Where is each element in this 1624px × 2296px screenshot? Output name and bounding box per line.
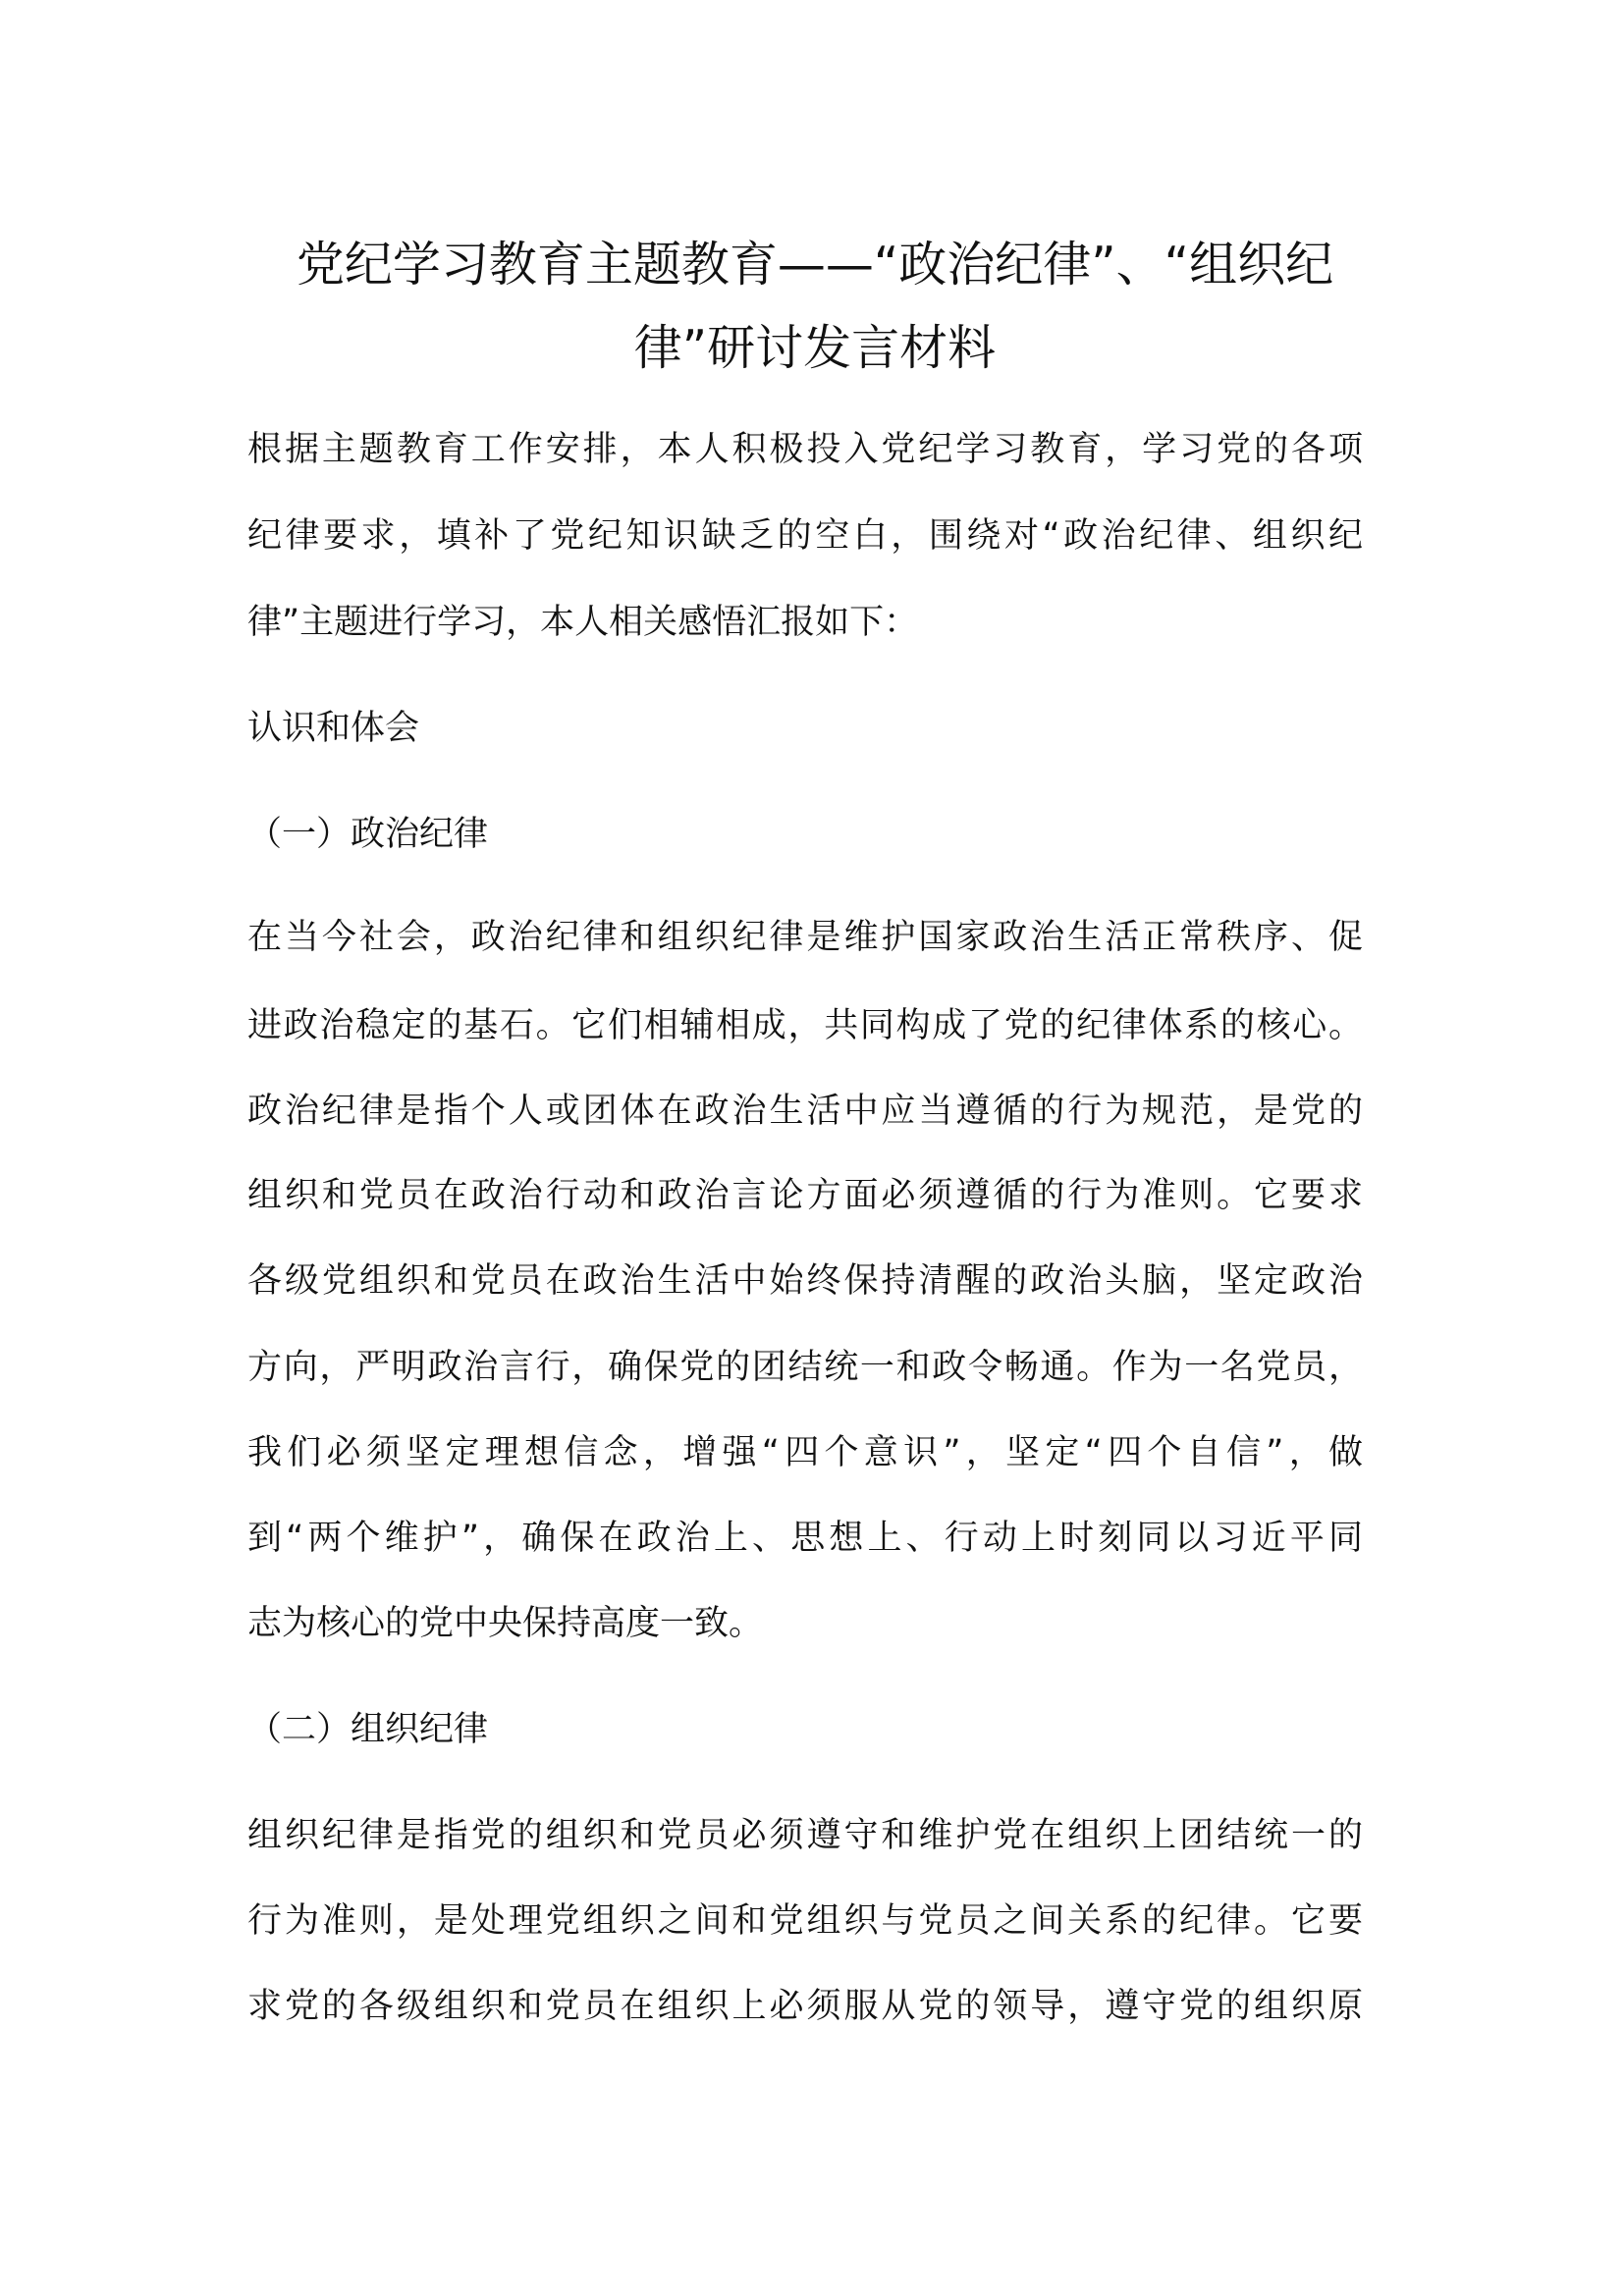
- paragraph-line: 组织和党员在政治行动和政治言论方面必须遵循的行为准则。它要求: [247, 1176, 1363, 1215]
- paragraph-line: 进政治稳定的基石。它们相辅相成，共同构成了党的纪律体系的核心。: [247, 1006, 1363, 1045]
- paragraph-line: 纪律要求，填补了党纪知识缺乏的空白，围绕对“政治纪律、组织纪: [247, 516, 1363, 556]
- paragraph-line: 律”主题进行学习，本人相关感悟汇报如下：: [247, 603, 919, 642]
- paragraph-line: 到“两个维护”，确保在政治上、思想上、行动上时刻同以习近平同: [247, 1519, 1363, 1558]
- subheading-political: （一）政治纪律: [247, 815, 489, 854]
- title-line: 律”研讨发言材料: [633, 320, 997, 376]
- subheading-organizational: （二）组织纪律: [247, 1710, 489, 1749]
- paragraph-line: 行为准则，是处理党组织之间和党组织与党员之间关系的纪律。它要: [247, 1901, 1363, 1941]
- paragraph-line: 方向，严明政治言行，确保党的团结统一和政令畅通。作为一名党员，: [247, 1348, 1363, 1387]
- paragraph-line: 我们必须坚定理想信念，增强“四个意识”，坚定“四个自信”，做: [247, 1433, 1363, 1472]
- paragraph-line: 根据主题教育工作安排，本人积极投入党纪学习教育，学习党的各项: [247, 430, 1363, 469]
- paragraph-line: 政治纪律是指个人或团体在政治生活中应当遵循的行为规范，是党的: [247, 1092, 1363, 1131]
- paragraph-line: 志为核心的党中央保持高度一致。: [247, 1604, 764, 1643]
- paragraph-line: 在当今社会，政治纪律和组织纪律是维护国家政治生活正常秩序、促: [247, 918, 1363, 957]
- paragraph-line: 组织纪律是指党的组织和党员必须遵守和维护党在组织上团结统一的: [247, 1816, 1363, 1855]
- paragraph-line: 求党的各级组织和党员在组织上必须服从党的领导，遵守党的组织原: [247, 1987, 1363, 2026]
- section-heading: 认识和体会: [247, 709, 420, 748]
- title-line: 党纪学习教育主题教育——“政治纪律”、“组织纪: [296, 237, 1334, 293]
- paragraph-line: 各级党组织和党员在政治生活中始终保持清醒的政治头脑，坚定政治: [247, 1261, 1363, 1301]
